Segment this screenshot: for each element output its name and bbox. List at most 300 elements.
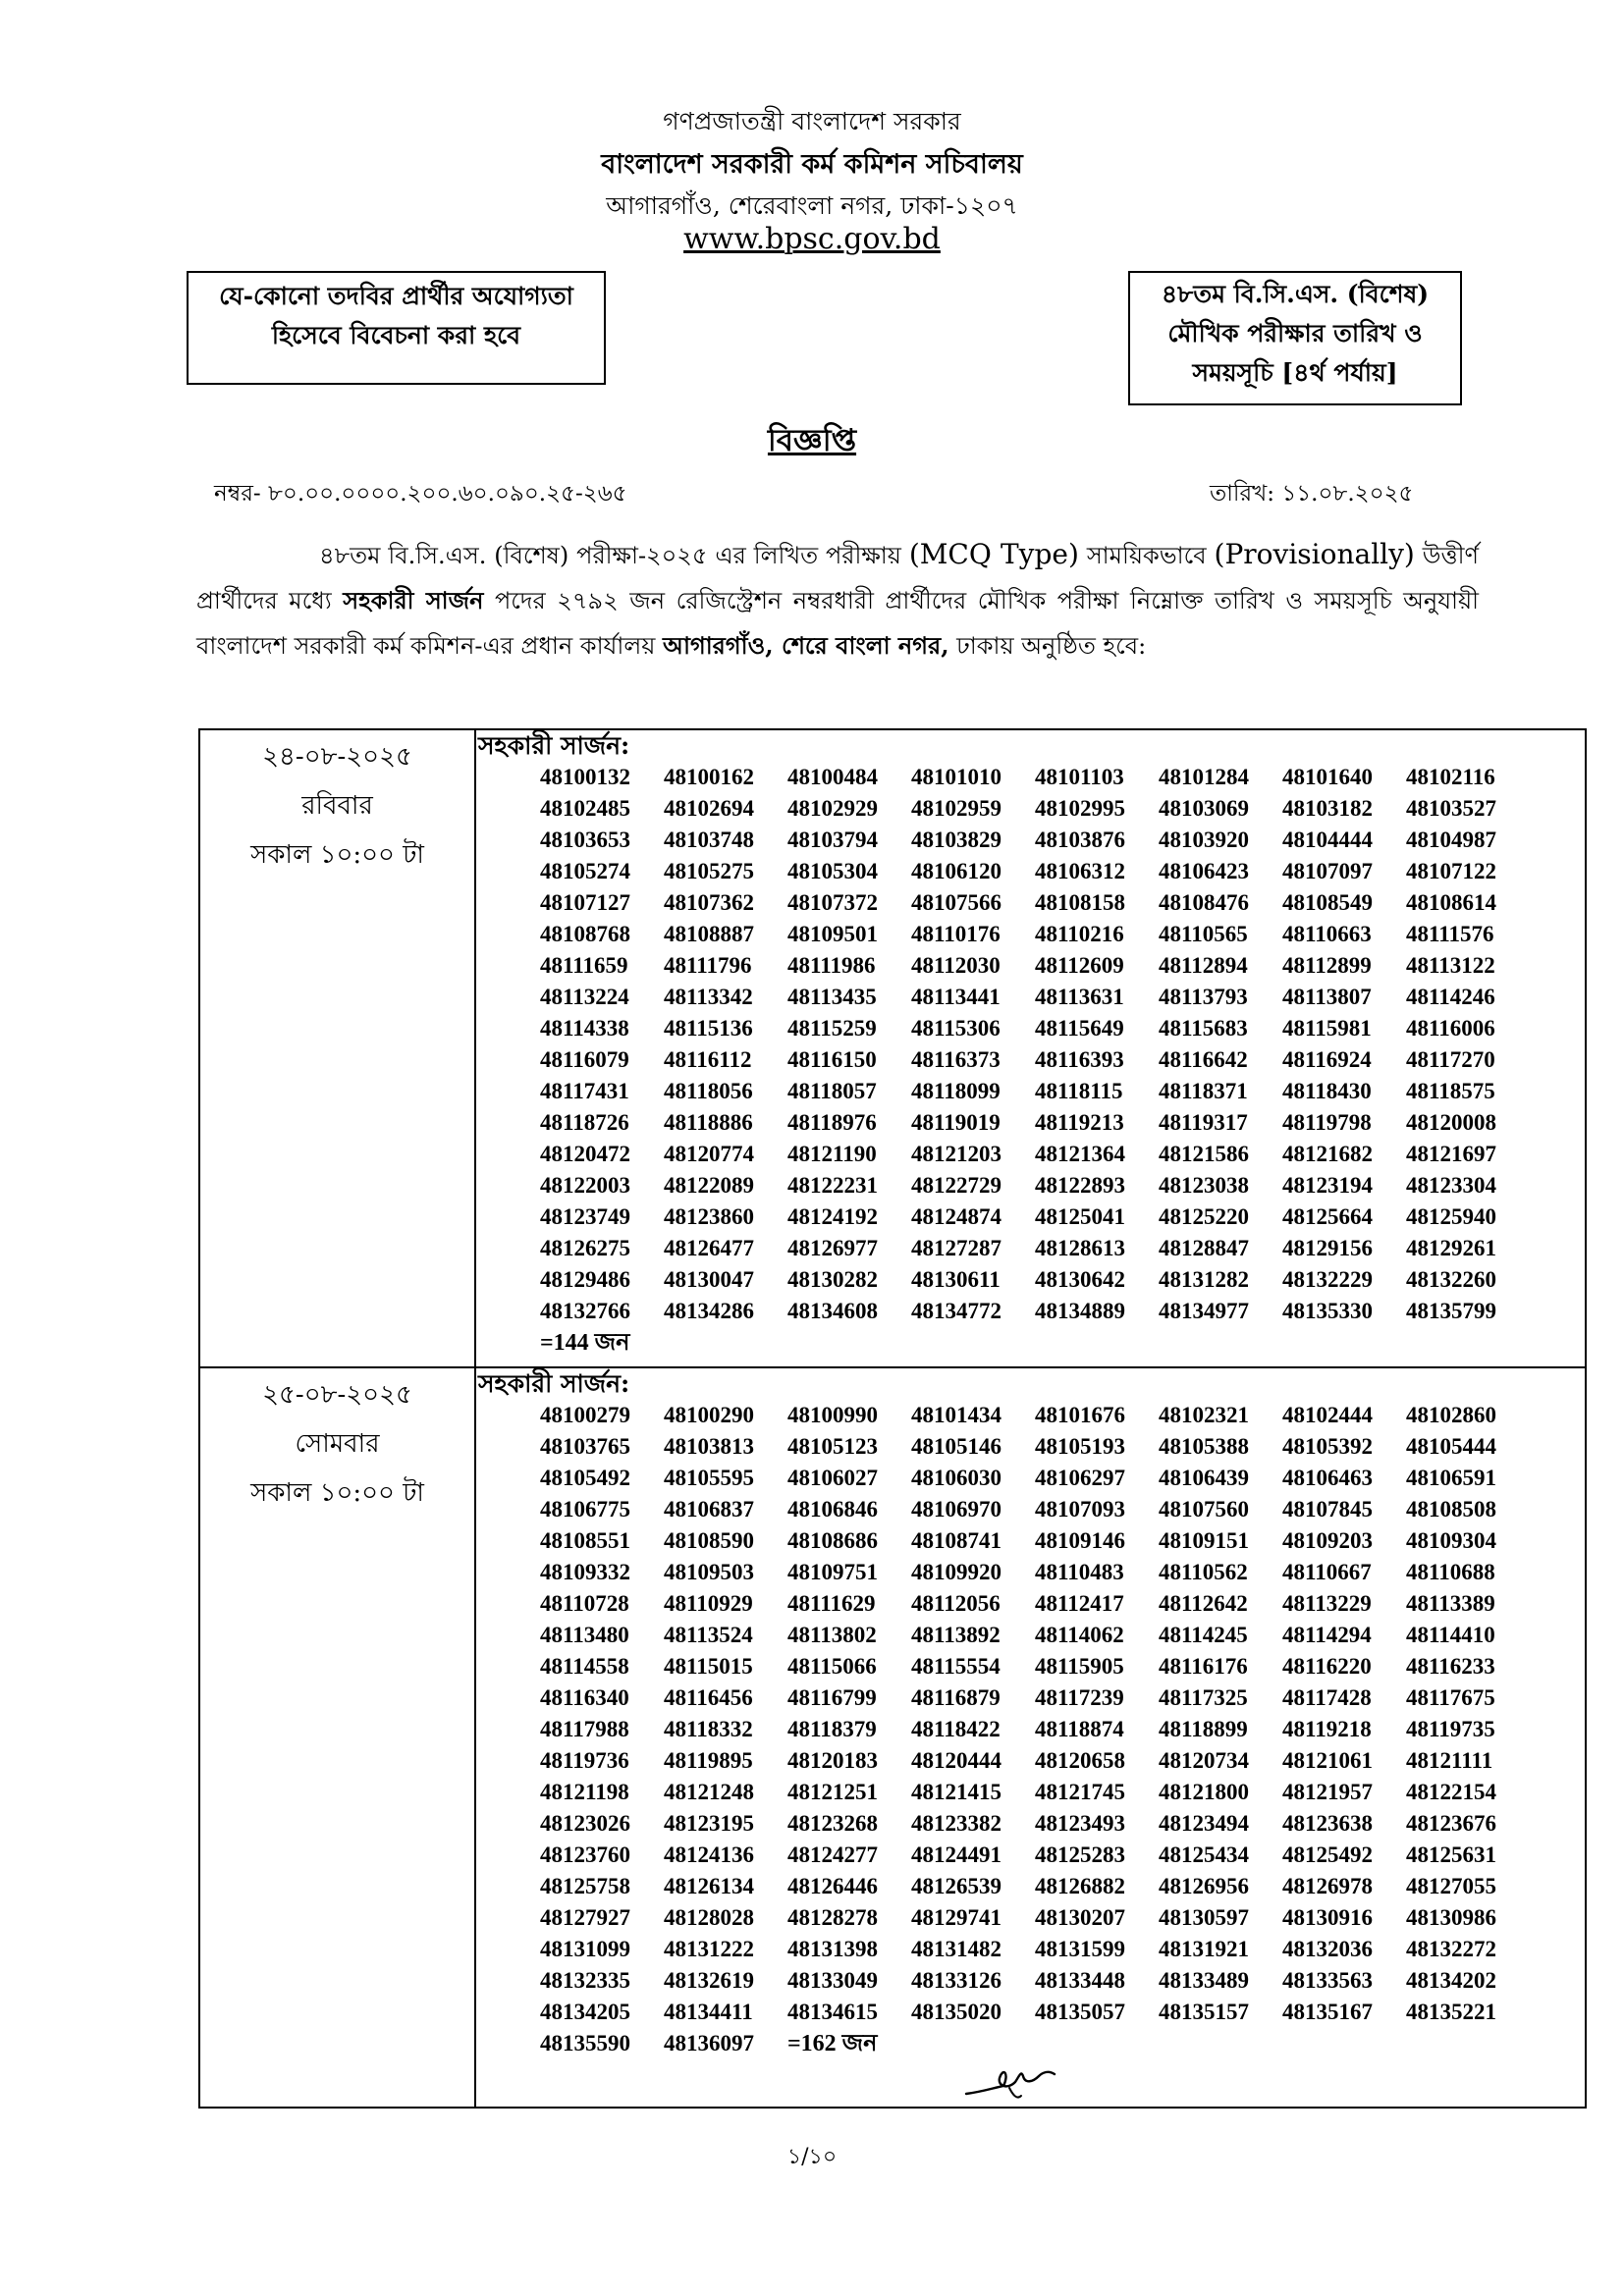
- roll-number: 48128613: [1035, 1236, 1125, 1260]
- roll-number: 48135330: [1282, 1299, 1373, 1323]
- roll-number: 48105274: [540, 859, 630, 883]
- roll-number: 48126477: [664, 1236, 754, 1260]
- roll-number: 48103182: [1282, 796, 1373, 821]
- roll-number: 48106120: [911, 859, 1001, 883]
- roll-number: 48119218: [1282, 1717, 1372, 1741]
- roll-number: 48113480: [540, 1623, 629, 1647]
- roll-number: 48114558: [540, 1654, 629, 1679]
- roll-number: 48106591: [1406, 1466, 1496, 1490]
- schedule-table: [198, 728, 1587, 2109]
- roll-number: 48119736: [540, 1748, 629, 1773]
- roll-number: 48125631: [1406, 1842, 1496, 1867]
- roll-number: 48106423: [1159, 859, 1249, 883]
- roll-number: 48108686: [787, 1528, 878, 1553]
- roll-number: 48123638: [1282, 1811, 1373, 1836]
- roll-number: 48115554: [911, 1654, 1001, 1679]
- roll-number: 48108887: [664, 922, 754, 946]
- roll-number: 48109503: [664, 1560, 754, 1584]
- roll-number: 48100132: [540, 765, 630, 789]
- roll-number: 48103765: [540, 1434, 630, 1459]
- roll-number: 48107560: [1159, 1497, 1249, 1522]
- roll-number: 48103748: [664, 828, 754, 852]
- page-number: ১/১০: [786, 2145, 838, 2169]
- roll-number: 48126978: [1282, 1874, 1373, 1898]
- roll-number: 48109304: [1406, 1528, 1496, 1553]
- roll-number: 48126977: [787, 1236, 878, 1260]
- roll-number: 48110483: [1035, 1560, 1124, 1584]
- roll-number: 48118422: [911, 1717, 1001, 1741]
- roll-number: 48112894: [1159, 953, 1248, 978]
- roll-number: 48121800: [1159, 1780, 1249, 1804]
- roll-number: 48125283: [1035, 1842, 1125, 1867]
- roll-number: 48109332: [540, 1560, 630, 1584]
- roll-number: 48112417: [1035, 1591, 1124, 1616]
- roll-number: 48103653: [540, 828, 630, 852]
- roll-number: 48115981: [1282, 1016, 1372, 1041]
- roll-number: 48134977: [1159, 1299, 1249, 1323]
- roll-number: 48116112: [664, 1047, 752, 1072]
- roll-number: 48136097: [664, 2031, 754, 2056]
- candidate-total: =144 জন: [540, 1330, 630, 1356]
- roll-number: 48103829: [911, 828, 1001, 852]
- roll-number: 48115015: [664, 1654, 753, 1679]
- roll-number: 48121203: [911, 1142, 1001, 1166]
- roll-number: 48108508: [1406, 1497, 1496, 1522]
- roll-number: 48126882: [1035, 1874, 1125, 1898]
- roll-number: 48116879: [911, 1685, 1001, 1710]
- roll-number: 48109501: [787, 922, 878, 946]
- roll-number: 48106030: [911, 1466, 1001, 1490]
- roll-number: 48135157: [1159, 2000, 1249, 2024]
- roll-number: 48133049: [787, 1968, 878, 1993]
- roll-number: 48126446: [787, 1874, 878, 1898]
- roll-number: 48134411: [664, 2000, 753, 2024]
- roll-number: 48114062: [1035, 1623, 1124, 1647]
- roll-number: 48118115: [1035, 1079, 1123, 1103]
- roll-number: 48121957: [1282, 1780, 1373, 1804]
- roll-number: 48116176: [1159, 1654, 1248, 1679]
- post-name-bold: সহকারী সার্জন: [343, 586, 484, 614]
- roll-number: 48130047: [664, 1267, 754, 1292]
- roll-number: 48109920: [911, 1560, 1001, 1584]
- post-heading: সহকারী সার্জন:: [478, 1369, 630, 1398]
- roll-number: 48106297: [1035, 1466, 1125, 1490]
- roll-number: 48117239: [1035, 1685, 1124, 1710]
- roll-number: 48108590: [664, 1528, 754, 1553]
- roll-number: 48131222: [664, 1937, 754, 1961]
- roll-number: 48103920: [1159, 828, 1249, 852]
- roll-number: 48112030: [911, 953, 1001, 978]
- roll-number: 48110562: [1159, 1560, 1248, 1584]
- roll-number: 48121198: [540, 1780, 629, 1804]
- roll-number: 48117431: [540, 1079, 629, 1103]
- schedule-row: [199, 729, 1586, 1367]
- roll-number: 48124192: [787, 1204, 878, 1229]
- roll-number: 48110929: [664, 1591, 753, 1616]
- intro-text-1: ৪৮তম বি.সি.এস. (বিশেষ) পরীক্ষা-২০২৫ এর লিখিত পরীক্ষায়: [319, 542, 909, 569]
- roll-number: 48123382: [911, 1811, 1001, 1836]
- roll-number: 48126134: [664, 1874, 754, 1898]
- roll-number: 48125758: [540, 1874, 630, 1898]
- roll-number: 48118332: [664, 1717, 753, 1741]
- roll-number: 48108741: [911, 1528, 1001, 1553]
- roll-number: 48106027: [787, 1466, 878, 1490]
- roll-number: 48120183: [787, 1748, 878, 1773]
- roll-number: 48110176: [911, 922, 1001, 946]
- roll-number: 48121251: [787, 1780, 878, 1804]
- roll-number: 48123195: [664, 1811, 754, 1836]
- roll-number: 48116079: [540, 1047, 629, 1072]
- roll-number: 48111659: [540, 953, 628, 978]
- roll-number: 48120658: [1035, 1748, 1125, 1773]
- website-link[interactable]: www.bpsc.gov.bd: [683, 222, 941, 256]
- intro-text-4: পদের ২৭৯২ জন রেজিস্ট্রেশন নম্বরধারী প্রার্থীদের মৌখিক পরীক্ষা নিম্নোক্ত তারিখ ও সময়সূচি অনুযায়ী বাংলাদেশ সরকারী কর্ম কমিশন-এর প্রধান কার্যালয়: [196, 587, 1479, 660]
- roll-number: 48134205: [540, 2000, 630, 2024]
- roll-number: 48105275: [664, 859, 754, 883]
- roll-number: 48127927: [540, 1905, 630, 1930]
- schedule-rolls-cell: [475, 729, 1586, 1367]
- roll-number: 48123026: [540, 1811, 630, 1836]
- roll-number: 48106970: [911, 1497, 1001, 1522]
- roll-number: 48129741: [911, 1905, 1001, 1930]
- roll-number: 48105444: [1406, 1434, 1496, 1459]
- roll-number: 48109146: [1035, 1528, 1125, 1553]
- warning-box: [187, 271, 606, 385]
- roll-number: 48129156: [1282, 1236, 1373, 1260]
- roll-number: 48108768: [540, 922, 630, 946]
- roll-number: 48114410: [1406, 1623, 1495, 1647]
- roll-number: 48102485: [540, 796, 630, 821]
- roll-number: 48121248: [664, 1780, 754, 1804]
- roll-number: 48121111: [1406, 1748, 1493, 1773]
- roll-number: 48119895: [664, 1748, 753, 1773]
- roll-number: 48118371: [1159, 1079, 1248, 1103]
- roll-number: 48126956: [1159, 1874, 1249, 1898]
- roll-number: 48125041: [1035, 1204, 1125, 1229]
- roll-number: 48106439: [1159, 1466, 1249, 1490]
- roll-number: 48115306: [911, 1016, 1001, 1041]
- roll-number: 48105595: [664, 1466, 754, 1490]
- memo-number: নম্বর- ৮০.০০.০০০০.২০০.৬০.০৯০.২৫-২৬৫: [214, 481, 627, 507]
- roll-number: 48115066: [787, 1654, 877, 1679]
- roll-number: 48122729: [911, 1173, 1001, 1198]
- roll-number: 48130642: [1035, 1267, 1125, 1292]
- roll-number: 48135590: [540, 2031, 630, 2056]
- roll-number: 48128278: [787, 1905, 878, 1930]
- roll-number: 48113793: [1159, 985, 1248, 1009]
- roll-number: 48102444: [1282, 1403, 1373, 1427]
- roll-number: 48122089: [664, 1173, 754, 1198]
- roll-number: 48121190: [787, 1142, 877, 1166]
- roll-number: 48121745: [1035, 1780, 1125, 1804]
- roll-number: 48121682: [1282, 1142, 1373, 1166]
- roll-number: 48112056: [911, 1591, 1001, 1616]
- roll-number: 48129486: [540, 1267, 630, 1292]
- roll-number: 48116150: [787, 1047, 877, 1072]
- roll-number: 48118976: [787, 1110, 877, 1135]
- roll-number: 48125434: [1159, 1842, 1249, 1867]
- roll-number: 48119317: [1159, 1110, 1248, 1135]
- roll-number-list: [476, 1400, 1585, 2059]
- roll-number: 48100279: [540, 1403, 630, 1427]
- roll-number: 48112609: [1035, 953, 1124, 978]
- roll-number: 48130986: [1406, 1905, 1496, 1930]
- roll-number: 48101103: [1035, 765, 1124, 789]
- roll-number: 48131921: [1159, 1937, 1249, 1961]
- schedule-date: ২৫-০৮-২০২৫: [262, 1380, 412, 1410]
- roll-number: 48126275: [540, 1236, 630, 1260]
- roll-number: 48121697: [1406, 1142, 1496, 1166]
- roll-number: 48120008: [1406, 1110, 1496, 1135]
- roll-number: 48102959: [911, 796, 1001, 821]
- roll-number: 48107372: [787, 890, 878, 915]
- roll-number: 48133126: [911, 1968, 1001, 1993]
- roll-number: 48117325: [1159, 1685, 1248, 1710]
- roll-number: 48135020: [911, 2000, 1001, 2024]
- roll-number: 48110216: [1035, 922, 1124, 946]
- roll-number: 48107362: [664, 890, 754, 915]
- schedule-date: ২৪-০৮-২০২৫: [262, 742, 412, 772]
- exam-info-line-2: মৌখিক পরীক্ষার তারিখ ও: [1167, 319, 1423, 347]
- roll-number: 48119019: [911, 1110, 1001, 1135]
- roll-number: 48104987: [1406, 828, 1496, 852]
- roll-number: 48133563: [1282, 1968, 1373, 1993]
- roll-number: 48108158: [1035, 890, 1125, 915]
- roll-number: 48134889: [1035, 1299, 1125, 1323]
- roll-number: 48120734: [1159, 1748, 1249, 1773]
- roll-number: 48134286: [664, 1299, 754, 1323]
- roll-number: 48110663: [1282, 922, 1372, 946]
- schedule-date-cell: [199, 1367, 475, 2108]
- roll-number: 48125940: [1406, 1204, 1496, 1229]
- roll-number: 48121061: [1282, 1748, 1373, 1773]
- warning-line-1: যে-কোনো তদবির প্রার্থীর অযোগ্যতা: [219, 282, 573, 310]
- roll-number: 48107093: [1035, 1497, 1125, 1522]
- roll-number: 48127055: [1406, 1874, 1496, 1898]
- roll-number: 48118886: [664, 1110, 753, 1135]
- roll-number: 48123494: [1159, 1811, 1249, 1836]
- roll-number: 48105388: [1159, 1434, 1249, 1459]
- roll-number: 48122154: [1406, 1780, 1496, 1804]
- schedule-date-cell: [199, 729, 475, 1367]
- roll-number: 48108476: [1159, 890, 1249, 915]
- roll-number: 48100162: [664, 765, 754, 789]
- roll-number: 48124136: [664, 1842, 754, 1867]
- roll-number: 48101284: [1159, 765, 1249, 789]
- commission-name: বাংলাদেশ সরকারী কর্ম কমিশন সচিবালয়: [601, 149, 1023, 180]
- schedule-rolls-cell: [475, 1367, 1586, 2108]
- roll-number: 48120472: [540, 1142, 630, 1166]
- post-heading: সহকারী সার্জন:: [478, 731, 630, 760]
- roll-number: 48118057: [787, 1079, 877, 1103]
- roll-number: 48105304: [787, 859, 878, 883]
- roll-number: 48135057: [1035, 2000, 1125, 2024]
- roll-number: 48122003: [540, 1173, 630, 1198]
- roll-number: 48100990: [787, 1403, 878, 1427]
- roll-number: 48113807: [1282, 985, 1372, 1009]
- exam-info-box: [1128, 271, 1462, 405]
- roll-number: 48110728: [540, 1591, 629, 1616]
- roll-number: 48116924: [1282, 1047, 1372, 1072]
- roll-number: 48113342: [664, 985, 753, 1009]
- roll-number: 48116393: [1035, 1047, 1124, 1072]
- roll-number: 48132229: [1282, 1267, 1373, 1292]
- roll-number: 48113524: [664, 1623, 753, 1647]
- roll-number: 48109203: [1282, 1528, 1373, 1553]
- roll-number: 48116006: [1406, 1016, 1495, 1041]
- roll-number: 48128028: [664, 1905, 754, 1930]
- intro-text-2: সাময়িকভাবে: [1078, 542, 1215, 569]
- roll-number: 48117675: [1406, 1685, 1495, 1710]
- exam-info-line-3: সময়সূচি [৪র্থ পর্যায়]: [1192, 358, 1398, 387]
- roll-number: 48123268: [787, 1811, 878, 1836]
- roll-number: 48116233: [1406, 1654, 1495, 1679]
- office-address: আগারগাঁও, শেরেবাংলা নগর, ঢাকা-১২০৭: [606, 191, 1018, 220]
- roll-number: 48109151: [1159, 1528, 1249, 1553]
- roll-number: 48113631: [1035, 985, 1124, 1009]
- roll-number: 48134608: [787, 1299, 878, 1323]
- roll-number: 48105146: [911, 1434, 1001, 1459]
- roll-number: 48110688: [1406, 1560, 1495, 1584]
- roll-number: 48130597: [1159, 1905, 1249, 1930]
- roll-number: 48129261: [1406, 1236, 1496, 1260]
- roll-number: 48116456: [664, 1685, 753, 1710]
- roll-number: 48115649: [1035, 1016, 1124, 1041]
- roll-number: 48115905: [1035, 1654, 1124, 1679]
- roll-number: 48107127: [540, 890, 630, 915]
- roll-number: 48127287: [911, 1236, 1001, 1260]
- roll-number: 48118874: [1035, 1717, 1124, 1741]
- roll-number: 48113435: [787, 985, 877, 1009]
- roll-number: 48133448: [1035, 1968, 1125, 1993]
- notice-date: তারিখ: ১১.০৮.২০২৫: [1210, 481, 1414, 507]
- exam-info-line-1: ৪৮তম বি.সি.এস. (বিশেষ): [1161, 280, 1430, 308]
- candidate-total: =162 জন: [787, 2031, 878, 2056]
- roll-number: 48108551: [540, 1528, 630, 1553]
- roll-number: 48132260: [1406, 1267, 1496, 1292]
- roll-number: 48118056: [664, 1079, 753, 1103]
- roll-number: 48116340: [540, 1685, 629, 1710]
- roll-number: 48115683: [1159, 1016, 1248, 1041]
- roll-number: 48123194: [1282, 1173, 1373, 1198]
- roll-number: 48113892: [911, 1623, 1001, 1647]
- roll-number: 48135167: [1282, 2000, 1373, 2024]
- roll-number: 48121415: [911, 1780, 1001, 1804]
- roll-number: 48131099: [540, 1937, 630, 1961]
- warning-line-2: হিসেবে বিবেচনা করা হবে: [271, 321, 521, 349]
- roll-number: 48113441: [911, 985, 1001, 1009]
- roll-number: 48111796: [664, 953, 752, 978]
- notice-title: বিজ্ঞপ্তি: [767, 423, 857, 458]
- roll-number: 48102995: [1035, 796, 1125, 821]
- roll-number: 48105193: [1035, 1434, 1125, 1459]
- roll-number: 48131282: [1159, 1267, 1249, 1292]
- roll-number: 48135221: [1406, 2000, 1496, 2024]
- roll-number: 48113802: [787, 1623, 877, 1647]
- roll-number: 48123038: [1159, 1173, 1249, 1198]
- roll-number: 48113122: [1406, 953, 1495, 978]
- roll-number: 48102860: [1406, 1403, 1496, 1427]
- roll-number: 48109751: [787, 1560, 878, 1584]
- roll-number: 48118379: [787, 1717, 877, 1741]
- roll-number: 48117428: [1282, 1685, 1372, 1710]
- roll-number: 48120444: [911, 1748, 1001, 1773]
- roll-number: 48107845: [1282, 1497, 1373, 1522]
- roll-number: 48128847: [1159, 1236, 1249, 1260]
- roll-number: 48116373: [911, 1047, 1001, 1072]
- roll-number: 48125220: [1159, 1204, 1249, 1229]
- roll-number: 48130282: [787, 1267, 878, 1292]
- roll-number: 48130916: [1282, 1905, 1373, 1930]
- roll-number: 48110565: [1159, 922, 1248, 946]
- roll-number: 48111629: [787, 1591, 876, 1616]
- roll-number: 48124277: [787, 1842, 878, 1867]
- roll-number: 48107122: [1406, 859, 1496, 883]
- roll-number: 48114245: [1159, 1623, 1248, 1647]
- schedule-row: [199, 1367, 1586, 2108]
- roll-number: 48131398: [787, 1937, 878, 1961]
- roll-number: 48103813: [664, 1434, 754, 1459]
- roll-number: 48114294: [1282, 1623, 1372, 1647]
- roll-number: 48101640: [1282, 765, 1373, 789]
- roll-number: 48118575: [1406, 1079, 1495, 1103]
- roll-number: 48123304: [1406, 1173, 1496, 1198]
- roll-number: 48100290: [664, 1403, 754, 1427]
- roll-number: 48114338: [540, 1016, 629, 1041]
- provisionally-text: (Provisionally): [1214, 538, 1415, 570]
- roll-number: 48126539: [911, 1874, 1001, 1898]
- roll-number: 48106846: [787, 1497, 878, 1522]
- signature-image: [964, 2056, 1058, 2102]
- roll-number: 48124874: [911, 1204, 1001, 1229]
- roll-number: 48123676: [1406, 1811, 1496, 1836]
- roll-number-list: [476, 762, 1585, 1359]
- roll-number: 48122231: [787, 1173, 878, 1198]
- roll-number: 48117988: [540, 1717, 629, 1741]
- intro-text-3: উত্তীর্ণ প্রার্থীদের মধ্যে: [196, 542, 1480, 614]
- roll-number: 48118099: [911, 1079, 1001, 1103]
- roll-number: 48119798: [1282, 1110, 1372, 1135]
- roll-number: 48115136: [664, 1016, 753, 1041]
- roll-number: 48132335: [540, 1968, 630, 1993]
- roll-number: 48116642: [1159, 1047, 1248, 1072]
- roll-number: 48102694: [664, 796, 754, 821]
- mcq-type-text: (MCQ Type): [908, 538, 1079, 570]
- roll-number: 48120774: [664, 1142, 754, 1166]
- roll-number: 48134772: [911, 1299, 1001, 1323]
- roll-number: 48135799: [1406, 1299, 1496, 1323]
- roll-number: 48125664: [1282, 1204, 1373, 1229]
- roll-number: 48132036: [1282, 1937, 1373, 1961]
- roll-number: 48130207: [1035, 1905, 1125, 1930]
- roll-number: 48125492: [1282, 1842, 1373, 1867]
- roll-number: 48107097: [1282, 859, 1373, 883]
- roll-number: 48132766: [540, 1299, 630, 1323]
- roll-number: 48105492: [540, 1466, 630, 1490]
- roll-number: 48121586: [1159, 1142, 1249, 1166]
- roll-number: 48110667: [1282, 1560, 1372, 1584]
- roll-number: 48118430: [1282, 1079, 1372, 1103]
- roll-number: 48122893: [1035, 1173, 1125, 1198]
- roll-number: 48112899: [1282, 953, 1372, 978]
- roll-number: 48118726: [540, 1110, 629, 1135]
- roll-number: 48132619: [664, 1968, 754, 1993]
- schedule-day: সোমবার: [295, 1429, 380, 1459]
- roll-number: 48103069: [1159, 796, 1249, 821]
- roll-number: 48111986: [787, 953, 876, 978]
- roll-number: 48134202: [1406, 1968, 1496, 1993]
- roll-number: 48115259: [787, 1016, 877, 1041]
